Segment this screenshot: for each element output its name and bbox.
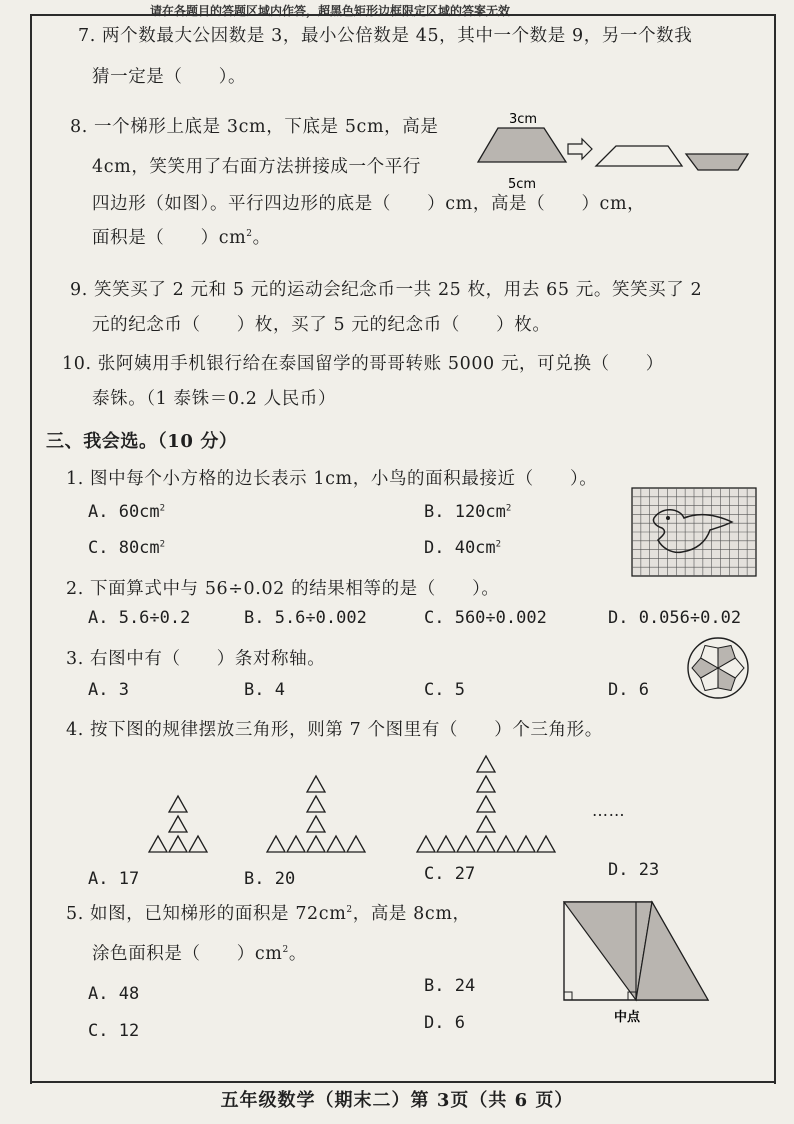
header-note: 请在各题目的答题区域内作答，超黑色矩形边框限定区域的答案无效 xyxy=(150,4,511,18)
triangle-mark xyxy=(267,836,285,852)
trapezoid-bottom-label: 5cm xyxy=(508,177,537,192)
section3-title: 三、我会选。（10 分） xyxy=(46,431,238,452)
triangle-mark xyxy=(477,756,495,772)
c3-option-a[interactable]: A. 3 xyxy=(88,680,129,700)
c4-option-d[interactable]: D. 23 xyxy=(608,860,660,880)
q9-line1: 9. 笑笑买了 2 元和 5 元的运动会纪念币一共 25 枚，用去 65 元。笑笑买了 2 xyxy=(70,280,703,300)
triangle-mark xyxy=(287,836,305,852)
c3-stem: 3. 右图中有（ ）条对称轴。 xyxy=(66,649,326,669)
q7-line1: 7. 两个数最大公因数是 3，最小公倍数是 45，其中一个数是 9，另一个数我 xyxy=(78,26,693,46)
triangle-mark xyxy=(149,836,167,852)
c4-option-b[interactable]: B. 20 xyxy=(244,869,296,889)
triangle-mark xyxy=(169,816,187,832)
triangle-mark xyxy=(417,836,435,852)
triangle-mark xyxy=(437,836,455,852)
c5-option-a[interactable]: A. 48 xyxy=(88,984,140,1004)
c3-option-c[interactable]: C. 5 xyxy=(424,680,465,700)
triangle-mark xyxy=(307,816,325,832)
c1-stem: 1. 图中每个小方格的边长表示 1cm，小鸟的面积最接近（ ）。 xyxy=(66,469,598,489)
c4-option-a[interactable]: A. 17 xyxy=(88,869,140,889)
c5-option-d[interactable]: D. 6 xyxy=(424,1013,465,1033)
c4-ellipsis: …… xyxy=(592,801,626,820)
q8-line2: 4cm，笑笑用了右面方法拼接成一个平行 xyxy=(92,157,421,177)
triangle-mark xyxy=(457,836,475,852)
c1-option-c[interactable]: C. $80cm^2$ xyxy=(88,538,166,558)
triangle-mark xyxy=(477,816,495,832)
frame-bottom-rule xyxy=(30,1081,774,1083)
q10-line2: 泰铢。（1 泰铢＝0.2 人民币） xyxy=(92,389,337,409)
triangle-mark xyxy=(517,836,535,852)
triangle-mark xyxy=(169,796,187,812)
q8-line4: 面积是（ ）$cm^2$。 xyxy=(92,228,271,248)
c3-option-b[interactable]: B. 4 xyxy=(244,680,285,700)
c3-option-d[interactable]: D. 6 xyxy=(608,680,649,700)
c2-option-c[interactable]: C. 560÷0.002 xyxy=(424,608,547,628)
c2-option-a[interactable]: A. 5.6÷0.2 xyxy=(88,608,191,628)
c2-option-b[interactable]: B. 5.6÷0.002 xyxy=(244,608,367,628)
c5-stem1: 5. 如图，已知梯形的面积是 $72cm^2$，高是 8cm， xyxy=(66,904,471,924)
c1-option-b[interactable]: B. $120cm^2$ xyxy=(424,502,512,522)
triangle-mark xyxy=(307,796,325,812)
triangle-mark xyxy=(477,776,495,792)
c5-option-c[interactable]: C. 12 xyxy=(88,1021,140,1041)
c5-option-b[interactable]: B. 24 xyxy=(424,976,476,996)
c4-option-c[interactable]: C. 27 xyxy=(424,864,476,884)
c2-stem: 2. 下面算式中与 56÷0.02 的结果相等的是（ ）。 xyxy=(66,579,500,599)
triangle-mark xyxy=(537,836,555,852)
right-angle-mark-left xyxy=(564,992,572,1000)
c4-stem: 4. 按下图的规律摆放三角形，则第 7 个图里有（ ）个三角形。 xyxy=(66,720,603,740)
c1-option-d[interactable]: D. $40cm^2$ xyxy=(424,538,502,558)
q7-line2: 猜一定是（ ）。 xyxy=(92,67,247,87)
q8-line3: 四边形（如图）。平行四边形的底是（ ）cm，高是（ ）cm， xyxy=(92,194,646,214)
q9-line2: 元的纪念币（ ）枚，买了 5 元的纪念币（ ）枚。 xyxy=(92,315,551,335)
triangle-mark xyxy=(497,836,515,852)
midpoint-label: 中点 xyxy=(614,1010,641,1025)
c2-option-d[interactable]: D. 0.056÷0.02 xyxy=(608,608,742,628)
c1-option-a[interactable]: A. $60cm^2$ xyxy=(88,502,166,522)
triangle-mark xyxy=(477,796,495,812)
triangle-mark xyxy=(169,836,187,852)
c5-stem2: 涂色面积是（ ）$cm^2$。 xyxy=(92,944,307,964)
triangle-mark xyxy=(189,836,207,852)
triangle-mark xyxy=(327,836,345,852)
trapezoid-top-label: 3cm xyxy=(509,112,538,127)
triangle-mark xyxy=(307,776,325,792)
q8-line1: 8. 一个梯形上底是 3cm，下底是 5cm，高是 xyxy=(70,117,439,137)
triangle-mark xyxy=(477,836,495,852)
page-footer: 五年级数学（期末二）第 3页（共 6 页） xyxy=(220,1090,574,1111)
triangle-mark xyxy=(307,836,325,852)
triangle-mark xyxy=(347,836,365,852)
shaded-trapezoid-figure xyxy=(556,900,716,1030)
q10-line1: 10. 张阿姨用手机银行给在泰国留学的哥哥转账 5000 元，可兑换（ ） xyxy=(62,354,664,374)
